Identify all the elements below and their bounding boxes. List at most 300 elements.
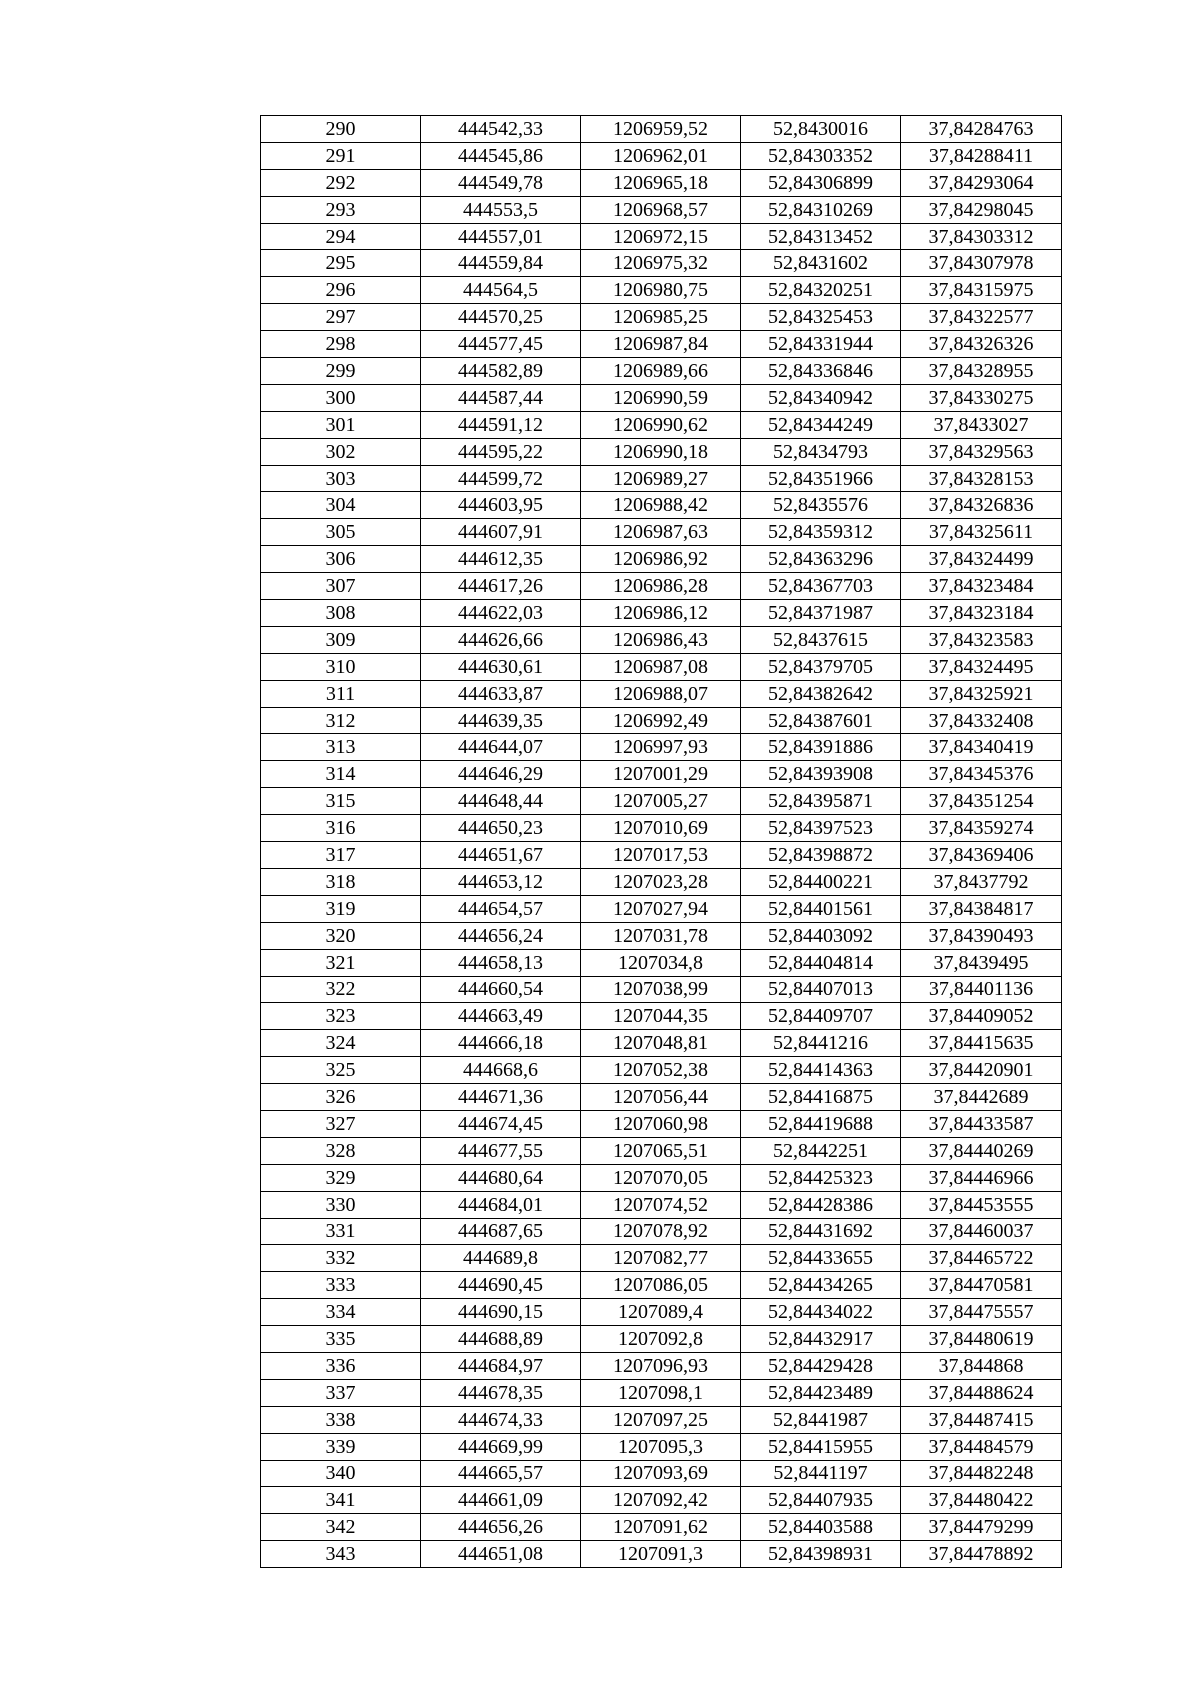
cell-y: 1206986,43	[581, 626, 741, 653]
cell-number: 343	[261, 1541, 421, 1568]
cell-y: 1206990,62	[581, 411, 741, 438]
cell-x: 444690,45	[421, 1272, 581, 1299]
cell-latitude: 52,84310269	[741, 196, 901, 223]
cell-number: 294	[261, 223, 421, 250]
cell-latitude: 52,8441987	[741, 1406, 901, 1433]
cell-longitude: 37,84487415	[901, 1406, 1062, 1433]
cell-latitude: 52,8441216	[741, 1030, 901, 1057]
cell-number: 333	[261, 1272, 421, 1299]
cell-y: 1207095,3	[581, 1433, 741, 1460]
cell-latitude: 52,84325453	[741, 304, 901, 331]
cell-x: 444656,24	[421, 922, 581, 949]
cell-y: 1207093,69	[581, 1460, 741, 1487]
table-row	[261, 196, 1062, 223]
table-row	[261, 304, 1062, 331]
cell-longitude: 37,84345376	[901, 761, 1062, 788]
cell-number: 307	[261, 573, 421, 600]
cell-number: 309	[261, 626, 421, 653]
cell-y: 1207044,35	[581, 1003, 741, 1030]
cell-y: 1207065,51	[581, 1137, 741, 1164]
cell-latitude: 52,8430016	[741, 116, 901, 143]
cell-y: 1206988,42	[581, 492, 741, 519]
table-row	[261, 438, 1062, 465]
cell-x: 444542,33	[421, 116, 581, 143]
cell-x: 444651,08	[421, 1541, 581, 1568]
cell-number: 318	[261, 868, 421, 895]
cell-latitude: 52,84416875	[741, 1084, 901, 1111]
cell-y: 1207096,93	[581, 1352, 741, 1379]
cell-longitude: 37,84324499	[901, 546, 1062, 573]
cell-x: 444553,5	[421, 196, 581, 223]
cell-y: 1207001,29	[581, 761, 741, 788]
cell-y: 1206962,01	[581, 142, 741, 169]
table-row	[261, 600, 1062, 627]
cell-x: 444599,72	[421, 465, 581, 492]
cell-number: 304	[261, 492, 421, 519]
cell-latitude: 52,84397523	[741, 815, 901, 842]
table-row	[261, 1379, 1062, 1406]
cell-x: 444687,65	[421, 1218, 581, 1245]
cell-longitude: 37,84470581	[901, 1272, 1062, 1299]
table-row	[261, 223, 1062, 250]
cell-x: 444661,09	[421, 1487, 581, 1514]
cell-y: 1206986,12	[581, 600, 741, 627]
cell-latitude: 52,8442251	[741, 1137, 901, 1164]
cell-longitude: 37,84288411	[901, 142, 1062, 169]
cell-number: 316	[261, 815, 421, 842]
cell-x: 444666,18	[421, 1030, 581, 1057]
cell-latitude: 52,84340942	[741, 384, 901, 411]
cell-y: 1206965,18	[581, 169, 741, 196]
cell-longitude: 37,84384817	[901, 895, 1062, 922]
cell-latitude: 52,84415955	[741, 1433, 901, 1460]
cell-x: 444570,25	[421, 304, 581, 331]
cell-x: 444665,57	[421, 1460, 581, 1487]
cell-y: 1207070,05	[581, 1164, 741, 1191]
cell-x: 444684,01	[421, 1191, 581, 1218]
table-row	[261, 1110, 1062, 1137]
cell-x: 444587,44	[421, 384, 581, 411]
cell-longitude: 37,84323184	[901, 600, 1062, 627]
cell-longitude: 37,84284763	[901, 116, 1062, 143]
cell-longitude: 37,84359274	[901, 815, 1062, 842]
cell-latitude: 52,84351966	[741, 465, 901, 492]
cell-latitude: 52,84303352	[741, 142, 901, 169]
cell-number: 298	[261, 331, 421, 358]
cell-latitude: 52,84419688	[741, 1110, 901, 1137]
table-row	[261, 1541, 1062, 1568]
cell-latitude: 52,84407935	[741, 1487, 901, 1514]
cell-latitude: 52,84398872	[741, 842, 901, 869]
cell-latitude: 52,84331944	[741, 331, 901, 358]
cell-y: 1207092,42	[581, 1487, 741, 1514]
cell-y: 1206975,32	[581, 250, 741, 277]
cell-longitude: 37,84479299	[901, 1514, 1062, 1541]
cell-number: 340	[261, 1460, 421, 1487]
cell-x: 444674,45	[421, 1110, 581, 1137]
cell-longitude: 37,84293064	[901, 169, 1062, 196]
cell-number: 311	[261, 680, 421, 707]
cell-longitude: 37,84326326	[901, 331, 1062, 358]
cell-number: 332	[261, 1245, 421, 1272]
cell-x: 444577,45	[421, 331, 581, 358]
cell-latitude: 52,84407013	[741, 976, 901, 1003]
cell-y: 1206986,92	[581, 546, 741, 573]
cell-latitude: 52,84306899	[741, 169, 901, 196]
cell-number: 334	[261, 1299, 421, 1326]
cell-latitude: 52,84336846	[741, 358, 901, 385]
cell-longitude: 37,8442689	[901, 1084, 1062, 1111]
table-row	[261, 1164, 1062, 1191]
table-row	[261, 573, 1062, 600]
cell-longitude: 37,84315975	[901, 277, 1062, 304]
cell-x: 444689,8	[421, 1245, 581, 1272]
cell-y: 1206989,66	[581, 358, 741, 385]
cell-number: 314	[261, 761, 421, 788]
cell-y: 1207089,4	[581, 1299, 741, 1326]
coordinates-table-body	[261, 116, 1062, 1568]
table-row	[261, 411, 1062, 438]
cell-number: 336	[261, 1352, 421, 1379]
cell-longitude: 37,84326836	[901, 492, 1062, 519]
cell-number: 313	[261, 734, 421, 761]
cell-x: 444559,84	[421, 250, 581, 277]
cell-number: 295	[261, 250, 421, 277]
cell-y: 1207038,99	[581, 976, 741, 1003]
cell-x: 444680,64	[421, 1164, 581, 1191]
cell-x: 444549,78	[421, 169, 581, 196]
cell-y: 1207027,94	[581, 895, 741, 922]
cell-x: 444653,12	[421, 868, 581, 895]
cell-latitude: 52,84320251	[741, 277, 901, 304]
cell-number: 305	[261, 519, 421, 546]
cell-number: 341	[261, 1487, 421, 1514]
table-row	[261, 1299, 1062, 1326]
table-row	[261, 465, 1062, 492]
table-row	[261, 707, 1062, 734]
cell-latitude: 52,84344249	[741, 411, 901, 438]
cell-longitude: 37,844868	[901, 1352, 1062, 1379]
cell-x: 444607,91	[421, 519, 581, 546]
table-row	[261, 734, 1062, 761]
table-row	[261, 1406, 1062, 1433]
cell-y: 1206990,59	[581, 384, 741, 411]
cell-x: 444684,97	[421, 1352, 581, 1379]
table-row	[261, 142, 1062, 169]
cell-y: 1206985,25	[581, 304, 741, 331]
table-row	[261, 626, 1062, 653]
cell-number: 342	[261, 1514, 421, 1541]
cell-number: 322	[261, 976, 421, 1003]
cell-y: 1207092,8	[581, 1326, 741, 1353]
cell-latitude: 52,84414363	[741, 1057, 901, 1084]
table-row	[261, 949, 1062, 976]
cell-y: 1207074,52	[581, 1191, 741, 1218]
cell-y: 1207091,3	[581, 1541, 741, 1568]
table-row	[261, 331, 1062, 358]
cell-y: 1207017,53	[581, 842, 741, 869]
cell-number: 330	[261, 1191, 421, 1218]
cell-longitude: 37,84307978	[901, 250, 1062, 277]
cell-longitude: 37,8437792	[901, 868, 1062, 895]
cell-y: 1207082,77	[581, 1245, 741, 1272]
cell-x: 444677,55	[421, 1137, 581, 1164]
cell-y: 1206997,93	[581, 734, 741, 761]
cell-longitude: 37,84369406	[901, 842, 1062, 869]
cell-longitude: 37,84329563	[901, 438, 1062, 465]
cell-number: 320	[261, 922, 421, 949]
cell-x: 444671,36	[421, 1084, 581, 1111]
cell-longitude: 37,84433587	[901, 1110, 1062, 1137]
cell-y: 1206968,57	[581, 196, 741, 223]
table-row	[261, 250, 1062, 277]
cell-number: 327	[261, 1110, 421, 1137]
cell-x: 444644,07	[421, 734, 581, 761]
cell-y: 1206986,28	[581, 573, 741, 600]
cell-latitude: 52,84382642	[741, 680, 901, 707]
table-row	[261, 1245, 1062, 1272]
cell-longitude: 37,84328955	[901, 358, 1062, 385]
cell-number: 290	[261, 116, 421, 143]
cell-y: 1206972,15	[581, 223, 741, 250]
table-row	[261, 895, 1062, 922]
cell-number: 292	[261, 169, 421, 196]
cell-latitude: 52,8431602	[741, 250, 901, 277]
table-row	[261, 358, 1062, 385]
cell-x: 444633,87	[421, 680, 581, 707]
cell-y: 1206980,75	[581, 277, 741, 304]
cell-latitude: 52,84423489	[741, 1379, 901, 1406]
cell-longitude: 37,84323583	[901, 626, 1062, 653]
cell-longitude: 37,84480619	[901, 1326, 1062, 1353]
cell-x: 444663,49	[421, 1003, 581, 1030]
cell-latitude: 52,84432917	[741, 1326, 901, 1353]
cell-number: 338	[261, 1406, 421, 1433]
cell-x: 444564,5	[421, 277, 581, 304]
cell-number: 306	[261, 546, 421, 573]
table-row	[261, 788, 1062, 815]
table-row	[261, 492, 1062, 519]
cell-number: 335	[261, 1326, 421, 1353]
table-row	[261, 519, 1062, 546]
cell-y: 1206987,84	[581, 331, 741, 358]
cell-latitude: 52,84359312	[741, 519, 901, 546]
cell-longitude: 37,84415635	[901, 1030, 1062, 1057]
cell-latitude: 52,84434265	[741, 1272, 901, 1299]
cell-longitude: 37,84440269	[901, 1137, 1062, 1164]
cell-longitude: 37,84420901	[901, 1057, 1062, 1084]
cell-number: 308	[261, 600, 421, 627]
cell-x: 444688,89	[421, 1326, 581, 1353]
cell-y: 1206959,52	[581, 116, 741, 143]
cell-longitude: 37,84482248	[901, 1460, 1062, 1487]
table-row	[261, 1057, 1062, 1084]
cell-latitude: 52,84425323	[741, 1164, 901, 1191]
cell-y: 1207031,78	[581, 922, 741, 949]
cell-x: 444674,33	[421, 1406, 581, 1433]
cell-latitude: 52,84398931	[741, 1541, 901, 1568]
cell-x: 444690,15	[421, 1299, 581, 1326]
cell-latitude: 52,84400221	[741, 868, 901, 895]
cell-latitude: 52,84401561	[741, 895, 901, 922]
cell-number: 312	[261, 707, 421, 734]
cell-longitude: 37,84323484	[901, 573, 1062, 600]
cell-x: 444639,35	[421, 707, 581, 734]
cell-latitude: 52,84403092	[741, 922, 901, 949]
table-row	[261, 922, 1062, 949]
cell-x: 444651,67	[421, 842, 581, 869]
cell-longitude: 37,84328153	[901, 465, 1062, 492]
cell-number: 326	[261, 1084, 421, 1111]
cell-x: 444630,61	[421, 653, 581, 680]
cell-number: 310	[261, 653, 421, 680]
cell-longitude: 37,84325611	[901, 519, 1062, 546]
cell-x: 444545,86	[421, 142, 581, 169]
cell-y: 1206989,27	[581, 465, 741, 492]
cell-longitude: 37,84303312	[901, 223, 1062, 250]
cell-number: 325	[261, 1057, 421, 1084]
cell-number: 300	[261, 384, 421, 411]
table-row	[261, 653, 1062, 680]
cell-y: 1207023,28	[581, 868, 741, 895]
cell-x: 444668,6	[421, 1057, 581, 1084]
cell-number: 319	[261, 895, 421, 922]
cell-x: 444595,22	[421, 438, 581, 465]
cell-longitude: 37,84325921	[901, 680, 1062, 707]
cell-y: 1207010,69	[581, 815, 741, 842]
cell-latitude: 52,8434793	[741, 438, 901, 465]
cell-number: 337	[261, 1379, 421, 1406]
table-row	[261, 761, 1062, 788]
cell-longitude: 37,84478892	[901, 1541, 1062, 1568]
cell-latitude: 52,84429428	[741, 1352, 901, 1379]
table-row	[261, 169, 1062, 196]
cell-y: 1206987,08	[581, 653, 741, 680]
cell-y: 1207052,38	[581, 1057, 741, 1084]
cell-y: 1207098,1	[581, 1379, 741, 1406]
table-row	[261, 1272, 1062, 1299]
cell-latitude: 52,84404814	[741, 949, 901, 976]
cell-longitude: 37,84488624	[901, 1379, 1062, 1406]
cell-latitude: 52,84403588	[741, 1514, 901, 1541]
cell-longitude: 37,84324495	[901, 653, 1062, 680]
table-row	[261, 277, 1062, 304]
table-row	[261, 1514, 1062, 1541]
cell-y: 1207060,98	[581, 1110, 741, 1137]
cell-longitude: 37,8439495	[901, 949, 1062, 976]
cell-longitude: 37,84409052	[901, 1003, 1062, 1030]
cell-longitude: 37,84351254	[901, 788, 1062, 815]
cell-number: 321	[261, 949, 421, 976]
cell-x: 444582,89	[421, 358, 581, 385]
cell-x: 444658,13	[421, 949, 581, 976]
cell-x: 444669,99	[421, 1433, 581, 1460]
cell-y: 1206990,18	[581, 438, 741, 465]
table-row	[261, 1352, 1062, 1379]
cell-y: 1207097,25	[581, 1406, 741, 1433]
table-row	[261, 868, 1062, 895]
cell-x: 444612,35	[421, 546, 581, 573]
cell-x: 444617,26	[421, 573, 581, 600]
cell-x: 444603,95	[421, 492, 581, 519]
table-row	[261, 1030, 1062, 1057]
cell-longitude: 37,84332408	[901, 707, 1062, 734]
cell-latitude: 52,8435576	[741, 492, 901, 519]
table-row	[261, 815, 1062, 842]
cell-x: 444622,03	[421, 600, 581, 627]
cell-latitude: 52,84367703	[741, 573, 901, 600]
cell-y: 1207056,44	[581, 1084, 741, 1111]
cell-number: 296	[261, 277, 421, 304]
table-row	[261, 1003, 1062, 1030]
cell-longitude: 37,8433027	[901, 411, 1062, 438]
cell-longitude: 37,84484579	[901, 1433, 1062, 1460]
cell-latitude: 52,84371987	[741, 600, 901, 627]
cell-number: 317	[261, 842, 421, 869]
cell-latitude: 52,84409707	[741, 1003, 901, 1030]
table-row	[261, 546, 1062, 573]
coordinates-table	[260, 115, 1062, 1568]
cell-longitude: 37,84446966	[901, 1164, 1062, 1191]
cell-number: 328	[261, 1137, 421, 1164]
table-row	[261, 1326, 1062, 1353]
table-row	[261, 1191, 1062, 1218]
cell-latitude: 52,84391886	[741, 734, 901, 761]
cell-latitude: 52,84363296	[741, 546, 901, 573]
cell-longitude: 37,84298045	[901, 196, 1062, 223]
cell-x: 444591,12	[421, 411, 581, 438]
cell-number: 291	[261, 142, 421, 169]
cell-x: 444648,44	[421, 788, 581, 815]
cell-longitude: 37,84460037	[901, 1218, 1062, 1245]
cell-x: 444650,23	[421, 815, 581, 842]
cell-x: 444678,35	[421, 1379, 581, 1406]
cell-longitude: 37,84322577	[901, 304, 1062, 331]
cell-longitude: 37,84330275	[901, 384, 1062, 411]
table-row	[261, 1487, 1062, 1514]
cell-x: 444654,57	[421, 895, 581, 922]
cell-latitude: 52,84387601	[741, 707, 901, 734]
cell-x: 444660,54	[421, 976, 581, 1003]
cell-y: 1207048,81	[581, 1030, 741, 1057]
cell-y: 1207086,05	[581, 1272, 741, 1299]
cell-y: 1206988,07	[581, 680, 741, 707]
cell-latitude: 52,84313452	[741, 223, 901, 250]
table-row	[261, 384, 1062, 411]
cell-number: 302	[261, 438, 421, 465]
cell-latitude: 52,84393908	[741, 761, 901, 788]
cell-y: 1207078,92	[581, 1218, 741, 1245]
cell-x: 444557,01	[421, 223, 581, 250]
cell-longitude: 37,84480422	[901, 1487, 1062, 1514]
cell-number: 303	[261, 465, 421, 492]
cell-latitude: 52,84395871	[741, 788, 901, 815]
cell-number: 324	[261, 1030, 421, 1057]
table-row	[261, 976, 1062, 1003]
table-row	[261, 680, 1062, 707]
cell-longitude: 37,84390493	[901, 922, 1062, 949]
table-row	[261, 1137, 1062, 1164]
table-row	[261, 1218, 1062, 1245]
cell-y: 1207091,62	[581, 1514, 741, 1541]
cell-x: 444646,29	[421, 761, 581, 788]
cell-longitude: 37,84340419	[901, 734, 1062, 761]
cell-y: 1206992,49	[581, 707, 741, 734]
cell-number: 329	[261, 1164, 421, 1191]
table-row	[261, 1084, 1062, 1111]
cell-number: 331	[261, 1218, 421, 1245]
cell-y: 1206987,63	[581, 519, 741, 546]
